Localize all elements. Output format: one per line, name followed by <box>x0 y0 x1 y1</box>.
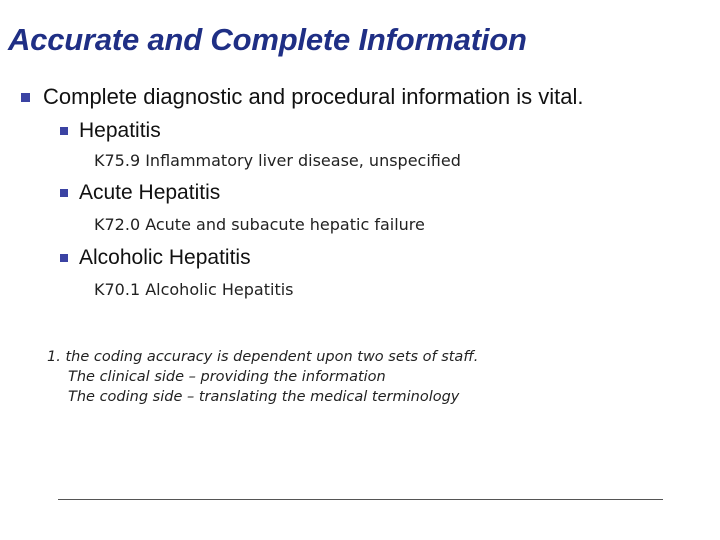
sub-bullet-acute-hepatitis <box>60 181 220 205</box>
sub-bullet-text: Acute Hepatitis <box>79 181 221 204</box>
speaker-notes <box>47 347 478 407</box>
square-bullet-icon <box>60 189 68 197</box>
main-bullet <box>21 84 584 110</box>
square-bullet-icon <box>21 93 30 102</box>
sub-bullet-text: Alcoholic Hepatitis <box>79 246 251 269</box>
square-bullet-icon <box>60 254 68 262</box>
note-line: The clinical side – providing the information <box>68 369 386 385</box>
square-bullet-icon <box>60 127 68 135</box>
note-line: 1. the coding accuracy is dependent upon two sets of staff. <box>47 349 479 365</box>
diagnosis-code: K70.1 Alcoholic Hepatitis <box>94 280 294 299</box>
diagnosis-code: K75.9 Inflammatory liver disease, unspecified <box>94 151 461 170</box>
main-bullet-text: Complete diagnostic and procedural information is vital. <box>43 84 584 109</box>
sub-bullet-alcoholic-hepatitis <box>60 246 251 270</box>
sub-bullet-text: Hepatitis <box>79 119 161 142</box>
slide-title: Accurate and Complete Information <box>8 22 527 57</box>
note-line: The coding side – translating the medical terminology <box>68 389 460 405</box>
sub-bullet-hepatitis <box>60 119 161 143</box>
footer-divider <box>58 499 663 500</box>
diagnosis-code: K72.0 Acute and subacute hepatic failure <box>94 215 425 234</box>
